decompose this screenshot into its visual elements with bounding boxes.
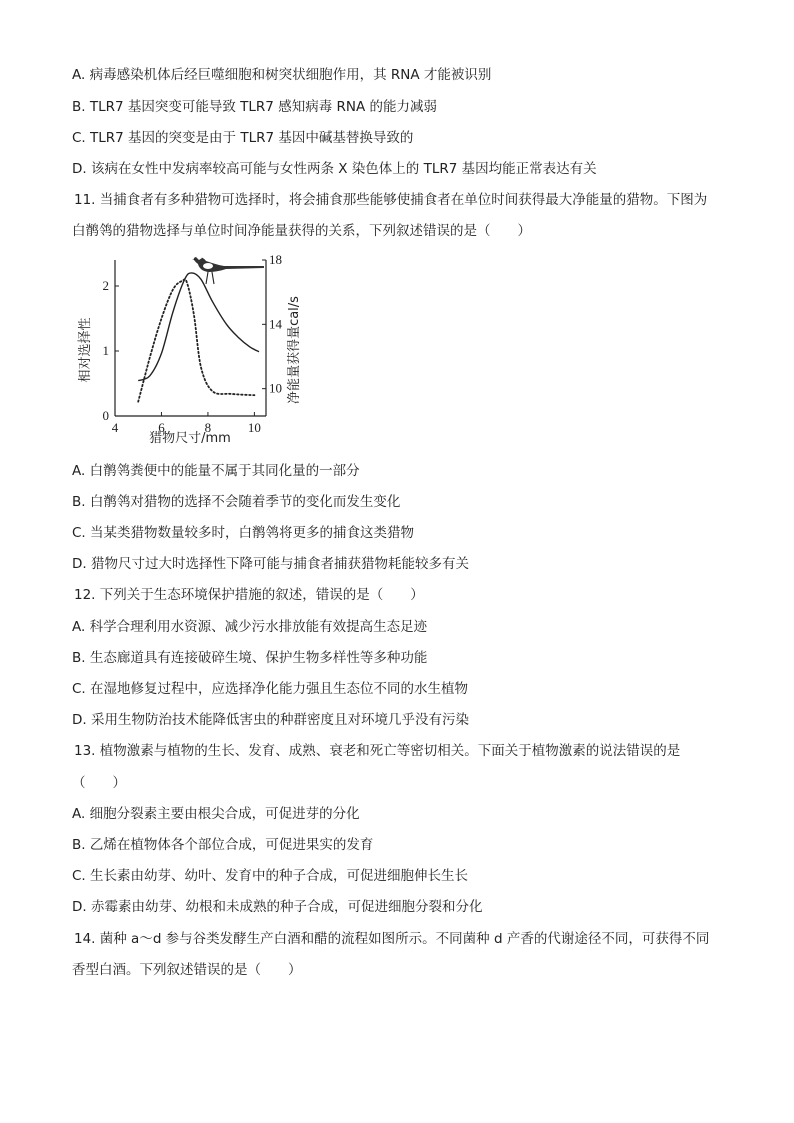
q12-option-a: A. 科学合理利用水资源、减少污水排放能有效提高生态足迹 [72, 619, 428, 635]
q10-option-c: C. TLR7 基因的突变是由于 TLR7 基因中碱基替换导致的 [72, 130, 414, 146]
q10-option-b: B. TLR7 基因突变可能导致 TLR7 感知病毒 RNA 的能力减弱 [72, 99, 437, 115]
q13-option-a: A. 细胞分裂素主要由根尖合成，可促进芽的分化 [72, 806, 360, 822]
series-line-dotted [138, 279, 254, 401]
q14-stem-line1: 14. 菌种 a～d 参与谷类发酵生产白酒和醋的流程如图所示。不同菌种 d 产香的代谢途径不同，可获得不同 [74, 931, 710, 947]
q14-stem-line2: 香型白酒。下列叙述错误的是（ ） [72, 962, 302, 978]
q11-stem-line2: 白鹡鸰的猎物选择与单位时间净能量获得的关系，下列叙述错误的是（ ） [72, 223, 531, 239]
q12-option-c: C. 在湿地修复过程中，应选择净化能力强且生态位不同的水生植物 [72, 681, 469, 697]
right-y-tick-label-1: 14 [269, 316, 282, 332]
right-y-tick-label-0: 10 [269, 380, 282, 396]
left-y-tick-label-1: 1 [102, 343, 109, 358]
q12-option-d: D. 采用生物防治技术能降低害虫的种群密度且对环境几乎没有污染 [72, 712, 469, 728]
series-layer [138, 273, 259, 402]
x-tick-label-0: 4 [111, 420, 119, 435]
q12-stem: 12. 下列关于生态环境保护措施的叙述，错误的是（ ） [74, 587, 424, 603]
x-axis-label: 猎物尺寸/mm [149, 431, 231, 446]
right-y-ticks [262, 252, 283, 396]
left-y-tick-label-2: 2 [102, 278, 109, 293]
left-y-axis-label: 相对选择性 [78, 317, 93, 383]
q13-stem-line1: 13. 植物激素与植物的生长、发育、成熟、衰老和死亡等密切相关。下面关于植物激素的说法错误的是 [74, 743, 681, 759]
q11-option-b: B. 白鹡鸰对猎物的选择不会随着季节的变化而发生变化 [72, 494, 401, 510]
right-y-tick-label-2: 18 [269, 252, 282, 267]
right-y-axis-label: 净能量获得量cal/s [287, 296, 302, 404]
bird-icon [192, 256, 264, 284]
series-line-solid [138, 273, 259, 381]
q13-option-b: B. 乙烯在植物体各个部位合成，可促进果实的发育 [72, 837, 374, 853]
left-y-tick-label-0: 0 [102, 408, 109, 423]
q11-option-d: D. 猎物尺寸过大时选择性下降可能与捕食者捕获猎物耗能较多有关 [72, 556, 469, 572]
q13-option-d: D. 赤霉素由幼芽、幼根和未成熟的种子合成，可促进细胞分裂和分化 [72, 899, 483, 915]
q10-option-d: D. 该病在女性中发病率较高可能与女性两条 X 染色体上的 TLR7 基因均能正常表达有关 [72, 161, 597, 177]
q11-option-c: C. 当某类猎物数量较多时，白鹡鸰将更多的捕食这类猎物 [72, 525, 415, 541]
q11-stem-line1: 11. 当捕食者有多种猎物可选择时，将会捕食那些能够使捕食者在单位时间获得最大净能量的猎物。下图为 [74, 192, 708, 208]
q11-option-a: A. 白鹡鸰粪便中的能量不属于其同化量的一部分 [72, 463, 360, 479]
q12-option-b: B. 生态廊道具有连接破碎生境、保护生物多样性等多种功能 [72, 650, 428, 666]
q10-option-a: A. 病毒感染机体后经巨噬细胞和树突状细胞作用，其 RNA 才能被识别 [72, 67, 492, 83]
left-y-ticks [103, 278, 120, 423]
q13-stem-line2: （ ） [72, 775, 126, 791]
q13-option-c: C. 生长素由幼芽、幼叶、发育中的种子合成，可促进细胞伸长生长 [72, 868, 469, 884]
x-tick-label-1: 6 [158, 420, 165, 435]
x-tick-label-2: 8 [204, 420, 212, 435]
x-tick-label-3: 10 [247, 420, 261, 435]
q11-chart [70, 250, 300, 455]
